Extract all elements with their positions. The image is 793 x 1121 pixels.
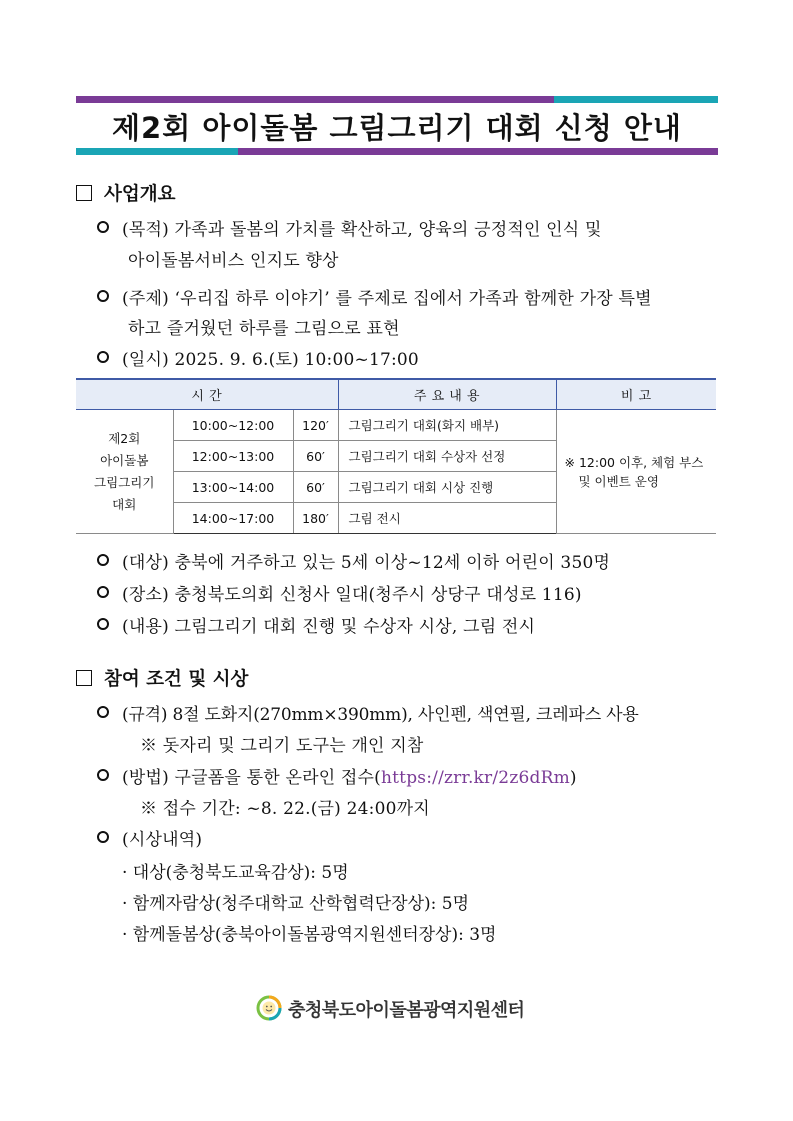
circle-bullet-icon (97, 554, 109, 566)
square-bullet-icon (76, 670, 92, 686)
date-line: (일시) 2025. 9. 6.(토) 10:00~17:00 (122, 350, 419, 370)
footer-org (256, 995, 524, 1026)
spec-line: (규격) 8절 도화지(270mm×390mm), 사인펜, 색연필, 크레파스 사용 (122, 705, 639, 725)
method-note-line: ※ 접수 기간: ~8. 22.(금) 24:00까지 (140, 799, 430, 819)
event-name-line: 아이돌봄 (100, 452, 149, 468)
award-item: · 대상(충청북도교육감상): 5명 (122, 863, 349, 883)
circle-bullet-icon (97, 290, 109, 302)
duration-cell: 120′ (293, 410, 338, 441)
content-cell: 그림그리기 대회 수상자 선정 (338, 441, 556, 472)
content-cell: 그림그리기 대회 시상 진행 (338, 472, 556, 503)
method-text: (방법) 구글폼을 통한 온라인 접수( (122, 768, 381, 788)
theme-line-1: (주제) ‘우리집 하루 이야기’ 를 주제로 집에서 가족과 함께한 가장 특별 (122, 289, 652, 309)
duration-cell: 60′ (293, 472, 338, 503)
award-item: · 함께자람상(청주대학교 산학협력단장상): 5명 (122, 894, 470, 914)
header-time: 시 간 (76, 379, 338, 410)
time-cell: 10:00~12:00 (173, 410, 293, 441)
purpose-line-2: 아이돌봄서비스 인지도 향상 (128, 251, 339, 271)
note-line: ※ 12:00 이후, 체험 부스 (564, 454, 704, 470)
award-item: · 함께돌봄상(충북아이돌봄광역지원센터장상): 3명 (122, 925, 497, 945)
note-line: 및 이벤트 운영 (578, 473, 659, 489)
content-cell: 그림 전시 (338, 503, 556, 534)
section-heading-overview (76, 180, 175, 206)
page-title: 제2회 아이돌봄 그림그리기 대회 신청 안내 (112, 111, 682, 145)
square-bullet-icon (76, 185, 92, 201)
time-cell: 14:00~17:00 (173, 503, 293, 534)
circle-bullet-icon (97, 706, 109, 718)
footer-org-name: 충청북도아이돌봄광역지원센터 (288, 1000, 525, 1021)
event-name-line: 제2회 (108, 430, 141, 446)
target-line: (대상) 충북에 거주하고 있는 5세 이상~12세 이하 어린이 350명 (122, 553, 611, 573)
event-name-cell (76, 410, 173, 534)
method-text-end: ) (569, 768, 577, 788)
schedule-table (76, 378, 716, 534)
header-content: 주 요 내 용 (338, 379, 556, 410)
purpose-line-1: (목적) 가족과 돌봄의 가치를 확산하고, 양육의 긍정적인 인식 및 (122, 220, 602, 240)
time-cell: 13:00~14:00 (173, 472, 293, 503)
header-note: 비 고 (556, 379, 716, 410)
section-heading-text: 사업개요 (104, 184, 176, 205)
signup-link[interactable]: https://zrr.kr/2z6dRm (381, 768, 570, 788)
content-line: (내용) 그림그리기 대회 진행 및 수상자 시상, 그림 전시 (122, 617, 536, 637)
method-line (122, 763, 577, 788)
event-name-line: 그림그리기 (94, 474, 155, 490)
note-cell (556, 410, 716, 534)
smile-logo-icon (256, 995, 282, 1026)
section-heading-text: 참여 조건 및 시상 (104, 669, 249, 690)
spec-note-line: ※ 돗자리 및 그리기 도구는 개인 지참 (140, 736, 424, 756)
circle-bullet-icon (97, 221, 109, 233)
theme-line-2: 하고 즐거웠던 하루를 그림으로 표현 (128, 319, 400, 339)
circle-bullet-icon (97, 618, 109, 630)
awards-title: (시상내역) (122, 830, 203, 850)
table-header-row (76, 379, 716, 410)
duration-cell: 60′ (293, 441, 338, 472)
duration-cell: 180′ (293, 503, 338, 534)
table-row (76, 410, 716, 441)
place-line: (장소) 충청북도의회 신청사 일대(청주시 상당구 대성로 116) (122, 585, 582, 605)
event-name-line: 대회 (112, 496, 137, 512)
section-heading-participation (76, 665, 248, 691)
title-bar-bottom-purple (238, 148, 718, 155)
content-cell: 그림그리기 대회(화지 배부) (338, 410, 556, 441)
circle-bullet-icon (97, 351, 109, 363)
title-bar-bottom-teal (76, 148, 238, 155)
title-bar-top-purple (76, 96, 554, 103)
circle-bullet-icon (97, 831, 109, 843)
title-bar-top-teal (554, 96, 718, 103)
time-cell: 12:00~13:00 (173, 441, 293, 472)
circle-bullet-icon (97, 769, 109, 781)
circle-bullet-icon (97, 586, 109, 598)
